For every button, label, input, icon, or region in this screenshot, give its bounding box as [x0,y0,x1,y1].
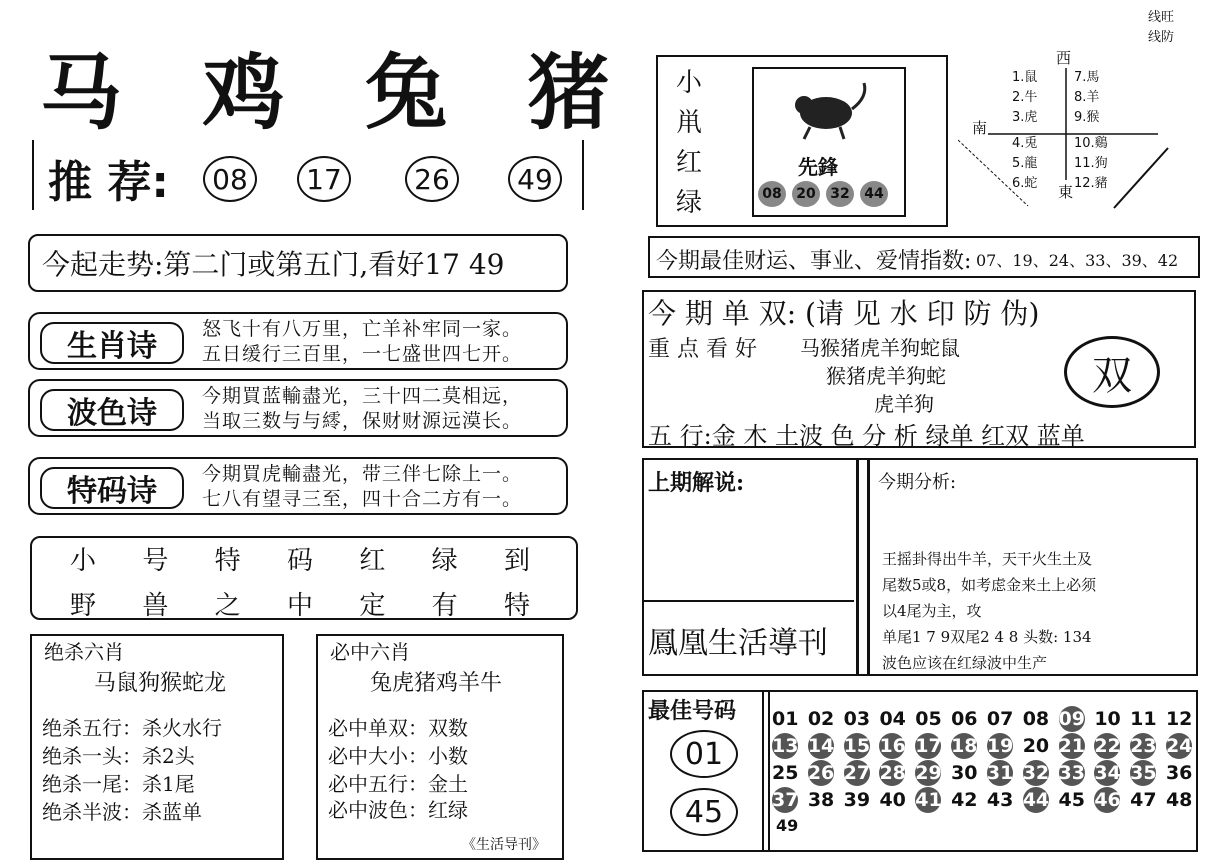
number-ball: 17 [915,735,942,757]
pioneer-label: 先鋒 [798,155,838,179]
compass-south: 南 [972,119,988,137]
number-row [772,706,1192,733]
kill-value: 杀2头 [142,744,195,768]
number-ball: 38 [807,789,835,811]
analysis-line: 以4尾为主，攻 [882,602,982,620]
hit-box [316,634,564,860]
poem-special [28,457,568,515]
hit-line [328,796,468,824]
riddle-char: 小 [70,546,97,576]
best-label: 最佳号码 [648,699,737,724]
poem-tag: 生肖诗 [40,322,184,364]
riddle-char: 定 [359,591,386,621]
corner-note-1: 线旺 [1148,10,1175,25]
number-ball: 24 [1165,735,1193,757]
hit-heading: 必中六肖 [330,640,410,664]
number-ball: 03 [843,708,871,730]
zodiac-item: 8.羊 [1074,90,1100,105]
number-ball: 26 [807,762,835,784]
analysis-lines [882,546,1096,676]
trend-text: 今起走势:第二门或第五门,看好17 49 [42,248,505,281]
hit-value: 小数 [428,744,468,768]
compass-east: 東 [1058,183,1074,201]
number-ball: 20 [1022,735,1050,757]
riddle-char: 中 [286,591,313,621]
kill-key: 绝杀一尾： [42,772,142,796]
number-ball: 08 [1022,708,1050,730]
trend-box [28,234,568,292]
number-ball: 13 [772,735,799,757]
number-ball: 44 [1022,789,1050,811]
number-ball: 15 [843,735,871,757]
number-ball: 18 [951,735,978,757]
number-ball: 32 [1022,762,1050,784]
number-ball: 43 [986,789,1014,811]
number-ball: 02 [807,708,835,730]
zodiac-item: 4.兎 [1012,136,1038,151]
page-title: 马 鸡 兔 猪 [40,46,636,141]
number-ball: 12 [1165,708,1193,730]
number-ball: 11 [1130,708,1157,730]
poem-text [202,317,522,367]
riddle-row-1 [70,540,530,577]
hit-line [328,742,468,770]
number-ball: 34 [1094,762,1121,784]
number-ball: 16 [879,735,906,757]
kill-line [42,798,202,826]
number-ball: 48 [1165,789,1193,811]
number-ball: 31 [986,762,1014,784]
this-label: 今期分析: [878,472,957,493]
riddle-char: 码 [286,546,313,576]
focus-line-2: 猴猪虎羊狗蛇 [826,364,946,388]
analysis-line: 单尾1 7 9双尾2 4 8 头数: 134 [882,628,1092,646]
number-ball: 06 [951,708,978,730]
kill-box [30,634,284,860]
poem-line: 五日缓行三百里，一七盛世四七开。 [202,343,523,365]
last-number: 49 [776,816,799,835]
number-ball: 01 [772,708,799,730]
poem-color [28,379,568,437]
number-ball: 25 [772,762,799,784]
riddle-char: 到 [503,546,530,576]
poem-line: 当取三数与与䌢，保财财源远漠长。 [202,410,523,432]
number-ball: 42 [951,789,978,811]
number-row [772,733,1192,760]
poem-tag: 波色诗 [40,389,184,431]
kill-line [42,714,222,742]
pioneer-number: 08 [758,181,786,207]
number-ball: 22 [1094,735,1121,757]
recommend-number: 26 [405,156,459,202]
analysis-box [642,458,1198,676]
number-ball: 19 [986,735,1014,757]
brand-name: 鳳凰生活導刊 [648,626,828,661]
pioneer-side-char: 绿 [676,188,703,218]
zodiac-item: 1.鼠 [1012,70,1038,85]
recommend-number: 17 [297,156,351,202]
poem-line: 七八有望寻三至，四十合二方有一。 [202,488,523,510]
recommend-number: 49 [508,156,562,202]
recommend-number: 08 [203,156,257,202]
analysis-line: 波色应该在红绿波中生产 [882,654,1048,672]
odd-even-title: 今 期 单 双: (请 见 水 印 防 伪) [648,297,1040,330]
pioneer-side-char: 红 [676,148,703,178]
number-ball: 40 [879,789,906,811]
poem-zodiac [28,312,568,370]
riddle-char: 红 [359,546,386,576]
kill-value: 杀蓝单 [142,800,202,824]
pioneer-side [676,63,706,223]
hit-zodiacs: 兔虎猪鸡羊牛 [370,671,503,696]
riddle-char: 特 [503,591,530,621]
number-ball: 35 [1130,762,1157,784]
zodiac-item: 6.蛇 [1012,176,1038,191]
hit-line [328,770,468,798]
poem-line: 怒飞十有八万里，亡羊补牢同一家。 [202,318,523,340]
recommend-label: 推 荐: [48,157,169,208]
best-box [642,690,1198,852]
poem-tag: 特码诗 [40,467,184,509]
poem-text [202,384,522,434]
number-ball: 41 [915,789,942,811]
poem-line: 今期買蓝輸盡光，三十四二莫相远， [202,385,523,407]
number-ball: 21 [1058,735,1085,757]
focus-label: 重 点 看 好 [648,337,757,362]
kill-value: 杀1尾 [142,772,195,796]
analysis-line: 尾数5或8，如考虑金来土上必须 [882,576,1097,594]
zodiac-item: 7.馬 [1074,70,1100,85]
number-ball: 09 [1058,708,1085,730]
index-values: 07、19、24、33、39、42 [976,251,1179,270]
kill-line [42,770,195,798]
best-pick: 45 [670,788,738,836]
poem-line: 今期買虎輸盡光，带三伴七除上一。 [202,463,523,485]
divider [856,460,870,674]
riddle-char: 绿 [431,546,458,576]
number-ball: 39 [843,789,871,811]
number-ball: 29 [915,762,942,784]
last-label: 上期解说: [648,470,745,496]
focus-line-3: 虎羊狗 [874,392,934,416]
compass-lines [958,48,1178,218]
hit-key: 必中大小： [328,744,428,768]
hit-footer: 《生活导刊》 [462,837,546,853]
kill-key: 绝杀一头： [42,744,142,768]
riddle-char: 号 [142,546,169,576]
hit-key: 必中波色： [328,798,428,822]
kill-zodiacs: 马鼠狗猴蛇龙 [94,671,227,696]
number-ball: 14 [807,735,835,757]
number-grid [772,706,1192,814]
pioneer-side-char: 小 [676,68,703,98]
pioneer-inner [752,67,906,217]
index-box [648,236,1200,278]
corner-note-2: 线防 [1148,30,1175,45]
rat-icon [782,75,872,145]
kill-line [42,742,195,770]
wuxing-line: 五 行:金 木 土波 色 分 析 绿单 红双 蓝单 [648,422,1085,450]
kill-value: 杀火水行 [142,716,222,740]
number-ball: 30 [951,762,978,784]
zodiac-item: 10.鷄 [1074,136,1108,151]
hit-value: 红绿 [428,798,468,822]
zodiac-item: 11.狗 [1074,156,1108,171]
poem-text [202,462,522,512]
analysis-line: 王摇卦得出牛羊，天干火生土及 [882,550,1093,568]
riddle-char: 之 [214,591,241,621]
riddle-char: 兽 [142,591,169,621]
number-ball: 04 [879,708,906,730]
number-ball: 46 [1094,789,1121,811]
hit-value: 双数 [428,716,468,740]
best-pick: 01 [670,730,738,778]
number-ball: 23 [1130,735,1157,757]
pioneer-number: 20 [792,181,820,207]
number-ball: 27 [843,762,871,784]
zodiac-item: 5.龍 [1012,156,1038,171]
kill-key: 绝杀半波： [42,800,142,824]
divider [762,692,770,850]
zodiac-item: 12.豬 [1074,176,1108,191]
kill-key: 绝杀五行： [42,716,142,740]
divider [644,600,854,602]
number-ball: 45 [1058,789,1085,811]
compass-west: 西 [1056,49,1072,67]
hit-key: 必中五行： [328,772,428,796]
number-ball: 36 [1165,762,1193,784]
focus-line-1: 马猴猪虎羊狗蛇鼠 [800,336,960,360]
pioneer-box [656,55,948,227]
hit-key: 必中单双： [328,716,428,740]
pioneer-number: 44 [860,181,888,207]
number-ball: 05 [915,708,942,730]
pioneer-number: 32 [826,181,854,207]
number-row [772,787,1192,814]
compass [958,48,1178,218]
riddle-row-2 [70,585,530,622]
pioneer-numbers [758,181,888,207]
number-ball: 33 [1058,762,1085,784]
number-ball: 10 [1094,708,1121,730]
index-label: 今期最佳财运、事业、爱情指数: [656,249,972,274]
number-ball: 07 [986,708,1014,730]
number-ball: 47 [1130,789,1157,811]
odd-even-box [642,290,1196,448]
odd-even-badge: 双 [1064,336,1160,408]
riddle-char: 野 [70,591,97,621]
number-ball: 37 [772,789,799,811]
riddle-char: 特 [214,546,241,576]
pioneer-side-char: 鼡 [676,108,703,138]
hit-line [328,714,468,742]
hit-value: 金土 [428,772,468,796]
zodiac-item: 9.猴 [1074,110,1100,125]
zodiac-item: 3.虎 [1012,110,1038,125]
number-ball: 28 [879,762,906,784]
number-row [772,760,1192,787]
kill-heading: 绝杀六肖 [44,640,124,664]
riddle-char: 有 [431,591,458,621]
zodiac-item: 2.牛 [1012,90,1038,105]
